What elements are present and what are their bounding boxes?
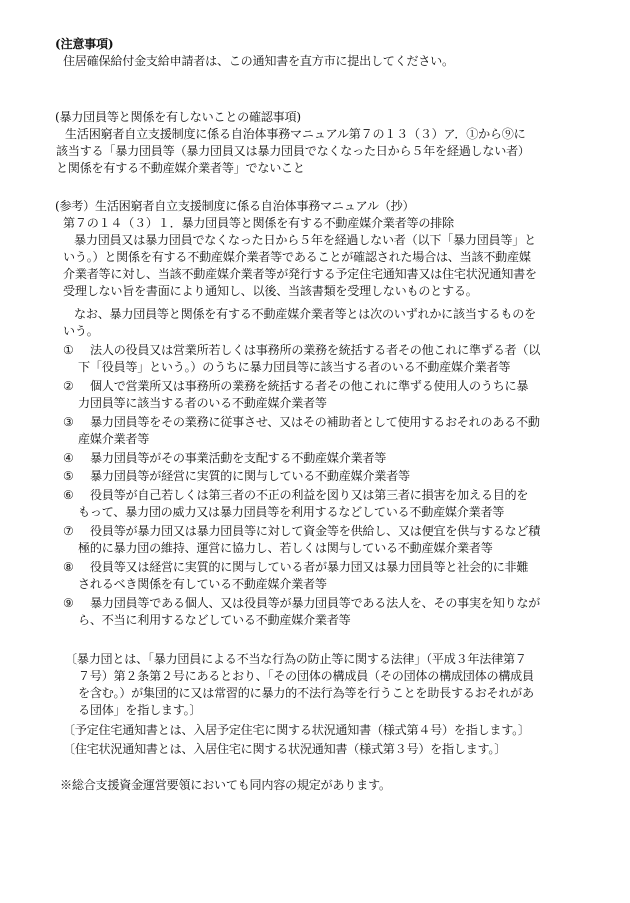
list-item-text: 暴力団員等である個人、又は役員等が暴力団員等である法人を、その事実を知りなが (90, 596, 541, 610)
gang-note-line-1: 〔暴力団とは、「暴力団員による不当な行為の防止等に関する法律」（平成３年法律第７ (65, 652, 527, 666)
list-item-number: ⑥ (63, 488, 74, 502)
list-item-number: ④ (63, 451, 74, 465)
list-item-text-cont: されるべき関係を有している不動産媒介業者等 (78, 577, 327, 591)
confirmation-heading: (暴力団員等と関係を有しないことの確認事項) (55, 110, 301, 124)
list-item-text: 暴力団員等がその事業活動を支配する不動産媒介業者等 (90, 451, 387, 465)
list-item-number: ⑨ (63, 596, 74, 610)
list-item-number: ⑤ (63, 469, 74, 483)
list-item-number: ② (63, 379, 74, 393)
list-item-number: ③ (63, 415, 74, 429)
list-item-text-cont: 極的に暴力団の維持、運営に協力し、若しくは関与している不動産媒介業者等 (78, 541, 493, 555)
list-item-text-cont: 産媒介業者等 (78, 432, 150, 446)
notice-heading: (注意事項) (55, 37, 114, 51)
planned-housing-note: 〔予定住宅通知書とは、入居予定住宅に関する状況通知書（様式第４号）を指します。〕 (63, 723, 530, 737)
confirmation-line-2: 該当する「暴力団員等（暴力団員又は暴力団員でなくなった日から５年を経過しない者） (56, 144, 530, 158)
housing-status-note: 〔住宅状況通知書とは、入居住宅に関する状況通知書（様式第３号）を指します。〕 (63, 742, 507, 756)
reference-subheading: 第７の１４（３）１．暴力団員等と関係を有する不動産媒介業者等の排除 (63, 216, 454, 230)
list-item-number: ⑦ (63, 524, 74, 538)
confirmation-line-3: と関係を有する不動産媒介業者等」でないこと (56, 161, 305, 175)
gang-note-line-2: ７号）第２条第２号にあるとおり、「その団体の構成員（その団体の構成団体の構成員 (78, 669, 534, 683)
para2-line-1: なお、暴力団員等と関係を有する不動産媒介業者等とは次のいずれかに該当するものを (74, 307, 536, 321)
para1-line-4: 受理しない旨を書面により通知し、以後、当該書類を受理しないものとする。 (63, 284, 478, 298)
gang-note-line-4: る団体」を指します。〕 (78, 703, 202, 717)
list-item-text-cont: 力団員等に該当する者のいる不動産媒介業者等 (78, 396, 327, 410)
list-item-text: 役員等が自己若しくは第三者の不正の利益を図り又は第三者に損害を加える目的を (90, 488, 529, 502)
reference-heading: (参考）生活困窮者自立支援制度に係る自治体事務マニュアル（抄） (55, 199, 415, 213)
para2-line-2: いう。 (63, 324, 99, 338)
list-item-text: 役員等又は経営に実質的に関与している者が暴力団又は暴力団員等と社会的に非難 (90, 560, 529, 574)
list-item-text: 法人の役員又は営業所若しくは事務所の業務を統括する者その他これに準ずる者（以 (90, 343, 541, 357)
list-item-text: 役員等が暴力団又は暴力団員等に対して資金等を供給し、又は便宜を供与するなど積 (90, 524, 541, 538)
para1-line-3: 介業者等に対し、当該不動産媒介業者等が発行する予定住宅通知書又は住宅状況通知書を (63, 267, 537, 281)
list-item-text: 暴力団員等が経営に実質的に関与している不動産媒介業者等 (90, 469, 410, 483)
list-item-number: ① (63, 343, 74, 357)
list-item-text-cont: もって、暴力団の威力又は暴力団員等を利用するなどしている不動産媒介業者等 (78, 505, 505, 519)
list-item-number: ⑧ (63, 560, 74, 574)
list-item-text: 個人で営業所又は事務所の業務を統括する者その他これに準ずる使用人のうちに暴 (90, 379, 529, 393)
footer-note: ※総合支援資金運営要領においても同内容の規定があります。 (60, 778, 391, 792)
list-item-text: 暴力団員等をその業務に従事させ、又はその補助者として使用するおそれのある不動 (90, 415, 540, 429)
para1-line-2: いう。）と関係を有する不動産媒介業者等であることが確認された場合は、当該不動産媒 (63, 250, 531, 264)
gang-note-line-3: を含む。）が集団的に又は常習的に暴力的不法行為等を行うことを助長するおそれがあ (78, 686, 534, 700)
notice-body: 住居確保給付金支給申請者は、この通知書を直方市に提出してください。 (63, 54, 454, 68)
list-item-text-cont: 下「役員等」という。）のうちに暴力団員等に該当する者のいる不動産媒介業者等 (78, 360, 511, 374)
confirmation-line-1: 生活困窮者自立支援制度に係る自治体事務マニュアル第７の１３（３）ア．①から⑨に (65, 127, 526, 141)
para1-line-1: 暴力団員又は暴力団員でなくなった日から５年を経過しない者（以下「暴力団員等」と (74, 233, 536, 247)
list-item-text-cont: ら、不当に利用するなどしている不動産媒介業者等 (78, 613, 351, 627)
